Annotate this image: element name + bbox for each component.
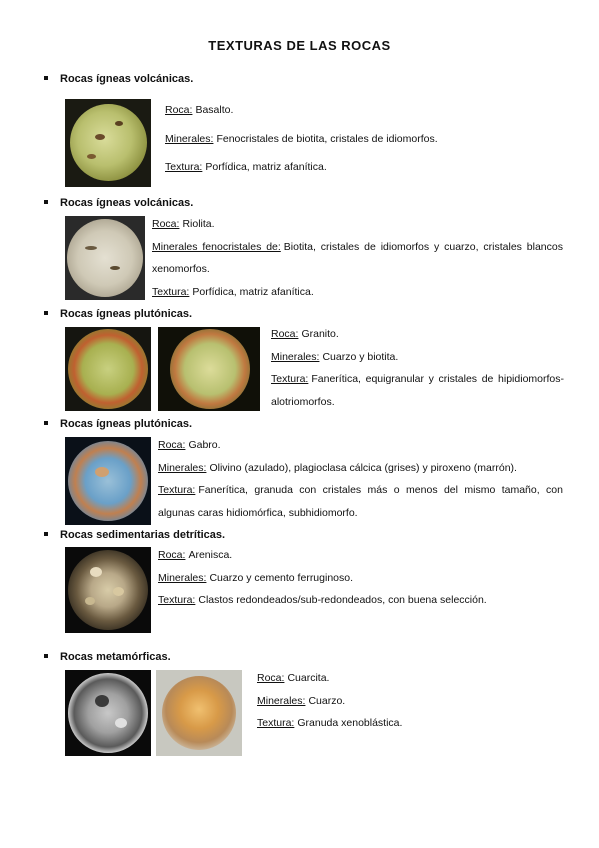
quartzite-micrograph-2-image (156, 670, 242, 756)
rock-info-riolita: Roca: Riolita. Minerales fenocristales de: Biotita, cristales de idiomorfos y cuarzo, cristales blancos xenomorfos. Textura: Porfídica, matriz afanítica. (152, 218, 563, 298)
quartzite-micrograph-image (65, 670, 151, 756)
section-heading: Rocas ígneas volcánicas. (44, 197, 193, 209)
roca-value: Granito. (301, 328, 339, 340)
rock-info-gabro: Roca: Gabro. Minerales: Olivino (azulado), plagioclasa cálcica (grises) y piroxeno (marrón). Textura: Fanerítica, granuda con cristales más o menos del mismo tamaño, con algunas caras hidiomórfica, subhidiomorfo. (158, 439, 563, 519)
bullet-icon (44, 200, 48, 204)
rock-info-arenisca: Roca: Arenisca. Minerales: Cuarzo y cemento ferruginoso. Textura: Clastos redondeados/sub-redondeados, con buena selección. (158, 549, 487, 606)
section-heading: Rocas sedimentarias detríticas. (44, 529, 225, 541)
roca-value: Arenisca. (188, 549, 233, 561)
rock-info-granito: Roca: Granito. Minerales: Cuarzo y biotita. Textura: Fanerítica, equigranular y cristales de hipidiomorfos-alotriomorfos. (271, 328, 564, 408)
textura-value: Fanerítica, equigranular y cristales de hipidiomorfos-alotriomorfos. (271, 373, 564, 408)
rock-info-basalto: Roca: Basalto. Minerales: Fenocristales de biotita, cristales de idiomorfos. Textura: Porfídica, matriz afanítica. (165, 104, 438, 173)
section-heading: Rocas ígneas plutónicas. (44, 308, 192, 320)
rhyolite-micrograph-image (65, 216, 145, 300)
textura-value: Clastos redondeados/sub-redondeados, con buena selección. (198, 594, 487, 606)
minerales-value: Cuarzo. (308, 694, 346, 707)
sandstone-micrograph-image (65, 547, 151, 633)
minerales-value: Olivino (azulado), plagioclasa cálcica (grises) y piroxeno (marrón). (209, 461, 517, 474)
textura-value: Fanerítica, granuda con cristales más o menos del mismo tamaño, con algunas caras hidiomórfica, subhidiomorfo. (158, 484, 563, 519)
bullet-icon (44, 421, 48, 425)
granite-micrograph-2-image (158, 327, 260, 411)
minerales-value: Biotita, cristales de idiomorfos y cuarzo, cristales blancos xenomorfos. (152, 240, 563, 275)
textura-value: Granuda xenoblástica. (297, 717, 403, 729)
bullet-icon (44, 654, 48, 658)
basalt-micrograph-image (65, 99, 151, 187)
gabbro-micrograph-image (65, 437, 151, 525)
bullet-icon (44, 76, 48, 80)
minerales-value: Fenocristales de biotita, cristales de idiomorfos. (216, 132, 438, 145)
roca-value: Gabro. (188, 439, 221, 451)
minerales-value: Cuarzo y biotita. (322, 350, 399, 363)
rock-info-cuarcita: Roca: Cuarcita. Minerales: Cuarzo. Textura: Granuda xenoblástica. (257, 672, 403, 729)
roca-value: Cuarcita. (287, 672, 330, 684)
granite-micrograph-image (65, 327, 151, 411)
roca-value: Riolita. (182, 218, 215, 230)
minerales-value: Cuarzo y cemento ferruginoso. (209, 571, 354, 584)
section-heading: Rocas metamórficas. (44, 651, 171, 663)
textura-value: Porfídica, matriz afanítica. (205, 161, 327, 173)
page-title: TEXTURAS DE LAS ROCAS (208, 38, 391, 53)
bullet-icon (44, 311, 48, 315)
section-heading: Rocas ígneas plutónicas. (44, 418, 192, 430)
roca-value: Basalto. (195, 104, 234, 116)
bullet-icon (44, 532, 48, 536)
section-heading: Rocas ígneas volcánicas. (44, 73, 193, 85)
textura-value: Porfídica, matriz afanítica. (192, 285, 314, 298)
